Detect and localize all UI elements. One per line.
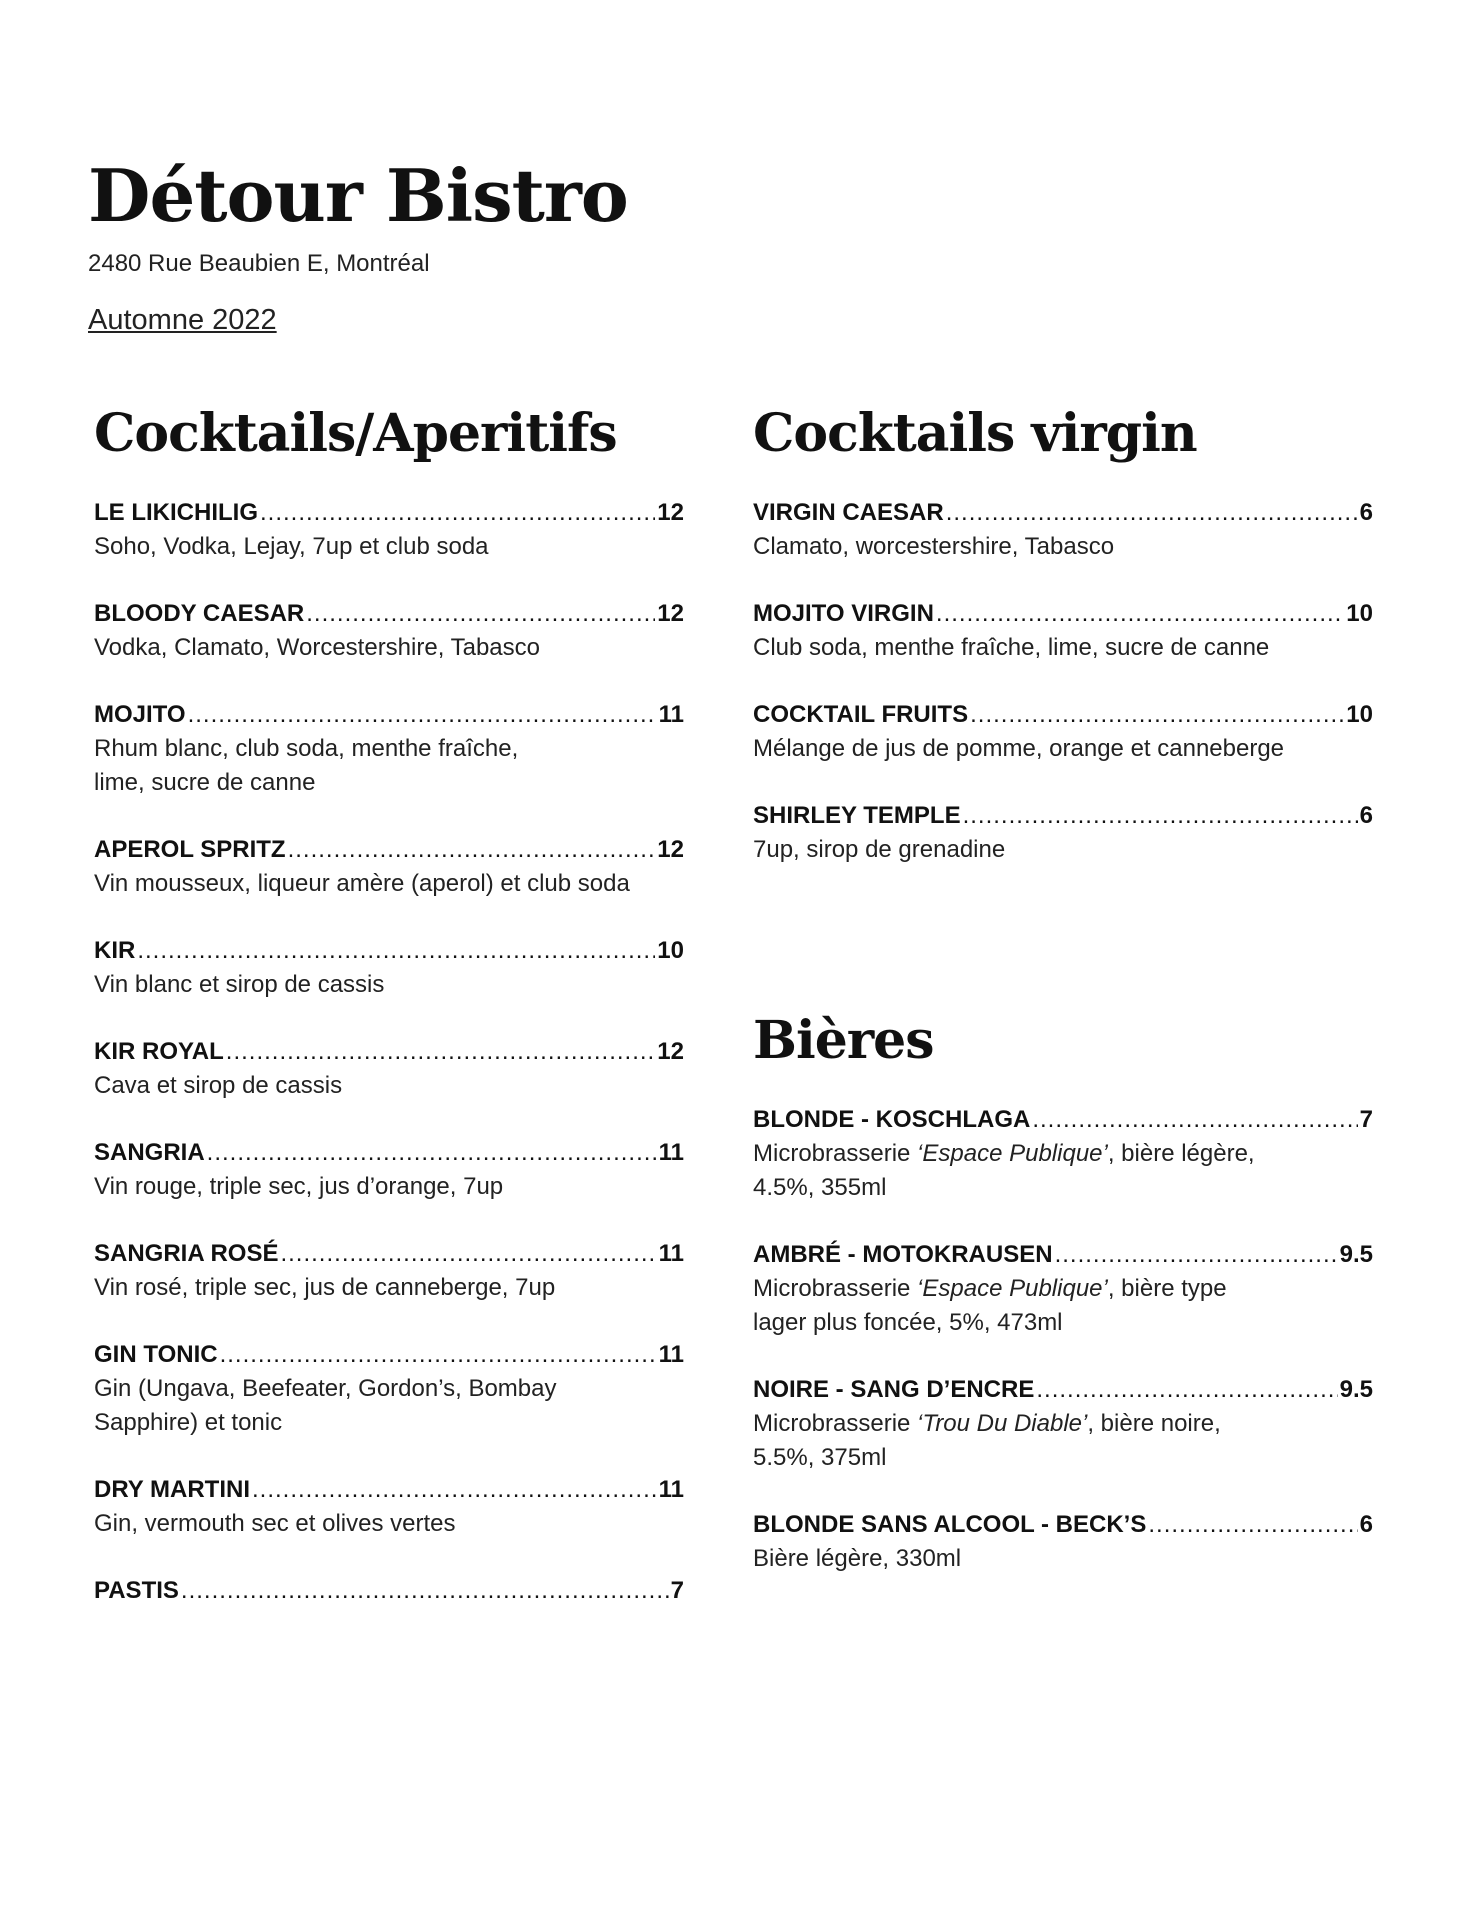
item-description: Cava et sirop de cassis <box>94 1072 343 1100</box>
menu-item <box>94 934 684 1002</box>
item-description-line2: lime, sucre de canne <box>94 769 316 797</box>
section-title-virgin: Cocktails virgin <box>753 403 1197 464</box>
menu-item <box>94 833 684 901</box>
item-price: 11 <box>658 1139 684 1167</box>
item-name: KIR ROYAL <box>94 1038 224 1066</box>
item-price: 11 <box>658 1476 684 1504</box>
dot-leader <box>207 1136 657 1170</box>
item-name: MOJITO VIRGIN <box>753 600 934 628</box>
item-price: 9.5 <box>1339 1241 1373 1269</box>
item-description <box>753 1407 1373 1441</box>
dot-leader <box>137 934 655 968</box>
item-name: BLONDE - KOSCHLAGA <box>753 1106 1031 1134</box>
dot-leader <box>260 496 655 530</box>
item-name: BLOODY CAESAR <box>94 600 305 628</box>
dot-leader <box>188 698 657 732</box>
item-price: 11 <box>658 1341 684 1369</box>
item-name: COCKTAIL FRUITS <box>753 701 969 729</box>
cocktails-section <box>94 405 684 1641</box>
item-price: 11 <box>658 1240 684 1268</box>
dot-leader <box>970 698 1344 732</box>
item-name: PASTIS <box>94 1577 179 1605</box>
item-price: 7 <box>1359 1106 1373 1134</box>
restaurant-address: 2480 Rue Beaubien E, Montréal <box>88 250 430 277</box>
dot-leader <box>1148 1508 1357 1542</box>
menu-item <box>94 597 684 665</box>
dot-leader <box>1055 1238 1338 1272</box>
item-name: SANGRIA ROSÉ <box>94 1240 279 1268</box>
item-description: Soho, Vodka, Lejay, 7up et club soda <box>94 533 489 561</box>
item-name: BLONDE SANS ALCOOL - BECK’S <box>753 1511 1147 1539</box>
item-description: Gin, vermouth sec et olives vertes <box>94 1510 456 1538</box>
item-name: MOJITO <box>94 701 186 729</box>
item-description: Gin (Ungava, Beefeater, Gordon’s, Bombay <box>94 1375 557 1403</box>
dot-leader <box>280 1237 656 1271</box>
dot-leader <box>306 597 655 631</box>
item-description-line2: 4.5%, 355ml <box>753 1174 887 1202</box>
item-price: 6 <box>1359 802 1373 830</box>
item-price: 7 <box>670 1577 684 1605</box>
desc-suffix: , bière noire, <box>1087 1410 1221 1438</box>
menu-item <box>94 1237 684 1305</box>
dot-leader <box>181 1574 669 1608</box>
item-description: Mélange de jus de pomme, orange et canneberge <box>753 735 1285 763</box>
item-description-line2: lager plus foncée, 5%, 473ml <box>753 1309 1063 1337</box>
menu-item <box>94 496 684 564</box>
menu-item <box>94 1473 684 1541</box>
restaurant-title: Détour Bistro <box>88 153 628 238</box>
dot-leader <box>1036 1373 1337 1407</box>
item-description: Bière légère, 330ml <box>753 1545 962 1573</box>
item-price: 11 <box>658 701 684 729</box>
item-description: Club soda, menthe fraîche, lime, sucre de canne <box>753 634 1270 662</box>
item-description: 7up, sirop de grenadine <box>753 836 1006 864</box>
brewery-name: ‘Espace Publique’ <box>917 1275 1108 1303</box>
item-price: 10 <box>1346 701 1373 729</box>
item-price: 12 <box>657 1038 684 1066</box>
item-description: Vin rosé, triple sec, jus de canneberge, 7up <box>94 1274 556 1302</box>
menu-item <box>753 496 1373 564</box>
item-price: 12 <box>657 836 684 864</box>
menu-item <box>94 1035 684 1103</box>
menu-item <box>94 698 684 800</box>
item-description: Clamato, worcestershire, Tabasco <box>753 533 1115 561</box>
item-price: 6 <box>1359 1511 1373 1539</box>
desc-prefix: Microbrasserie <box>753 1410 918 1438</box>
menu-item <box>753 799 1373 867</box>
item-name: AMBRÉ - MOTOKRAUSEN <box>753 1241 1053 1269</box>
section-title-beers: Bières <box>753 1010 934 1071</box>
menu-item <box>94 1136 684 1204</box>
virgin-section <box>753 405 1373 900</box>
desc-prefix: Microbrasserie <box>753 1275 918 1303</box>
item-name: KIR <box>94 937 136 965</box>
dot-leader <box>220 1338 657 1372</box>
desc-prefix: Microbrasserie <box>753 1140 918 1168</box>
item-name: SANGRIA <box>94 1139 205 1167</box>
desc-suffix: , bière légère, <box>1107 1140 1255 1168</box>
item-price: 10 <box>657 937 684 965</box>
menu-item <box>753 1508 1373 1576</box>
desc-suffix: , bière type <box>1107 1275 1227 1303</box>
menu-item <box>753 1103 1373 1205</box>
dot-leader <box>252 1473 657 1507</box>
menu-item <box>753 1238 1373 1340</box>
item-name: VIRGIN CAESAR <box>753 499 944 527</box>
item-description <box>753 1272 1373 1306</box>
dot-leader <box>936 597 1344 631</box>
menu-header <box>88 153 628 337</box>
menu-item <box>753 698 1373 766</box>
item-description: Vin blanc et sirop de cassis <box>94 971 385 999</box>
item-description-line2: Sapphire) et tonic <box>94 1409 283 1437</box>
item-name: SHIRLEY TEMPLE <box>753 802 961 830</box>
dot-leader <box>963 799 1358 833</box>
menu-season: Automne 2022 <box>88 304 277 336</box>
brewery-name: ‘Espace Publique’ <box>917 1140 1108 1168</box>
item-price: 9.5 <box>1339 1376 1373 1404</box>
item-name: LE LIKICHILIG <box>94 499 258 527</box>
item-description: Vin rouge, triple sec, jus d’orange, 7up <box>94 1173 504 1201</box>
dot-leader <box>1032 1103 1357 1137</box>
brewery-name: ‘Trou Du Diable’ <box>917 1410 1088 1438</box>
section-title-cocktails: Cocktails/Aperitifs <box>94 403 617 464</box>
item-description: Rhum blanc, club soda, menthe fraîche, <box>94 735 519 763</box>
beers-section <box>753 1012 1373 1609</box>
dot-leader <box>226 1035 656 1069</box>
item-price: 6 <box>1359 499 1373 527</box>
item-description-line2: 5.5%, 375ml <box>753 1444 887 1472</box>
item-price: 12 <box>657 499 684 527</box>
item-price: 12 <box>657 600 684 628</box>
item-description: Vodka, Clamato, Worcestershire, Tabasco <box>94 634 540 662</box>
item-name: APEROL SPRITZ <box>94 836 286 864</box>
dot-leader <box>946 496 1358 530</box>
menu-item <box>753 1373 1373 1475</box>
dot-leader <box>288 833 656 867</box>
menu-item <box>94 1574 684 1608</box>
item-description: Vin mousseux, liqueur amère (aperol) et club soda <box>94 870 630 898</box>
item-price: 10 <box>1346 600 1373 628</box>
menu-item <box>94 1338 684 1440</box>
item-name: NOIRE - SANG D’ENCRE <box>753 1376 1035 1404</box>
item-name: GIN TONIC <box>94 1341 218 1369</box>
item-name: DRY MARTINI <box>94 1476 250 1504</box>
item-description <box>753 1137 1373 1171</box>
menu-item <box>753 597 1373 665</box>
